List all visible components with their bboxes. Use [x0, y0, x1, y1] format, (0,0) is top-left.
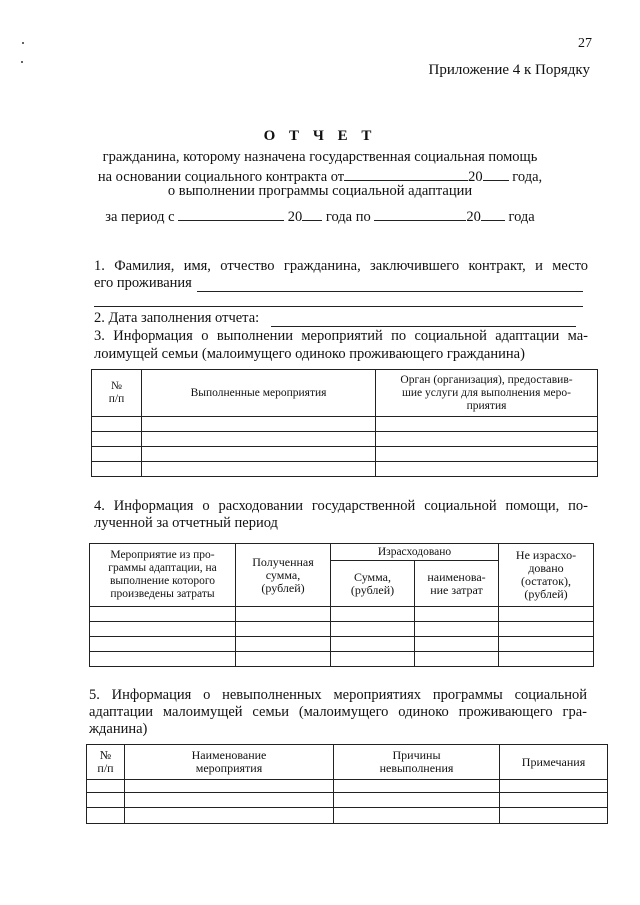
appendix-label: Приложение 4 к Порядку: [428, 62, 590, 78]
section-4-line-2: лученной за отчетный период: [94, 515, 278, 531]
margin-speck: [22, 42, 24, 44]
table-row: [92, 462, 598, 477]
header-notes: Примечания: [500, 745, 608, 780]
margin-speck: [21, 61, 23, 63]
section-4-line-1: 4. Информация о расходовании государственной социальной помощи, по-: [94, 498, 588, 514]
page-number: 27: [578, 36, 592, 51]
header-spent: Израсходовано: [331, 544, 499, 561]
contract-year-blank[interactable]: [483, 166, 509, 181]
header-service-provider: Орган (организация), предоставив- шие услуги для выполнения меро- приятия: [376, 370, 598, 417]
table-row: [92, 417, 598, 432]
subtitle-line-3: о выполнении программы социальной адаптации: [167, 183, 473, 199]
expenditure-table: [89, 543, 594, 667]
residence-blank-line-2[interactable]: [94, 306, 583, 307]
header-reasons: Причины невыполнения: [334, 745, 500, 780]
period-from-year-blank[interactable]: [302, 206, 322, 221]
contract-date-blank[interactable]: [344, 166, 468, 181]
section-5-line-2: адаптации малоимущей семьи (малоимущего одиноко проживающего гра-: [89, 704, 587, 720]
section-3-line-1: 3. Информация о выполнении мероприятий по социальной адаптации ма-: [94, 328, 588, 344]
unfulfilled-table: [86, 744, 608, 824]
table-row: [90, 652, 594, 667]
period-to-blank[interactable]: [374, 206, 466, 221]
report-date-blank[interactable]: [271, 326, 576, 327]
table-row: [87, 780, 608, 793]
header-spent-sum: Сумма, (рублей): [331, 561, 415, 607]
table-row: [92, 447, 598, 462]
table-row: [92, 432, 598, 447]
header-completed-activities: Выполненные мероприятия: [142, 370, 376, 417]
document-title: О Т Ч Е Т: [263, 128, 377, 144]
header-activity: Мероприятие из про- граммы адаптации, на выполнение которого произведены затраты: [90, 544, 236, 607]
section-1-line-1: 1. Фамилия, имя, отчество гражданина, заключившего контракт, и место: [94, 258, 588, 274]
activities-table: [91, 369, 598, 477]
report-period: за период с 20 года по 20 года: [0, 206, 640, 226]
section-3-line-2: лоимущей семьи (малоимущего одиноко проживающего гражданина): [94, 346, 525, 362]
residence-blank[interactable]: [197, 291, 583, 292]
header-number: № п/п: [87, 745, 125, 780]
period-to-year-blank[interactable]: [481, 206, 505, 221]
header-expense-name: наименова- ние затрат: [415, 561, 499, 607]
subtitle-line-2: на основании социального контракта от 20 года,: [0, 166, 640, 186]
section-2-label: 2. Дата заполнения отчета:: [94, 310, 260, 326]
header-unspent-balance: Не израсхо- довано (остаток), (рублей): [499, 544, 594, 607]
header-number: № п/п: [92, 370, 142, 417]
section-5-line-3: жданина): [89, 721, 148, 737]
table-row: [90, 637, 594, 652]
subtitle-line-1: гражданина, которому назначена государственная социальная помощь: [102, 149, 538, 165]
table-row: [90, 607, 594, 622]
header-activity-name: Наименование мероприятия: [125, 745, 334, 780]
table-row: [90, 622, 594, 637]
table-row: [87, 808, 608, 824]
period-from-blank[interactable]: [178, 206, 284, 221]
section-1-line-2: его проживания: [94, 275, 192, 291]
table-row: [87, 793, 608, 808]
section-5-line-1: 5. Информация о невыполненных мероприятиях программы социальной: [89, 687, 587, 703]
header-received-amount: Полученная сумма, (рублей): [236, 544, 331, 607]
